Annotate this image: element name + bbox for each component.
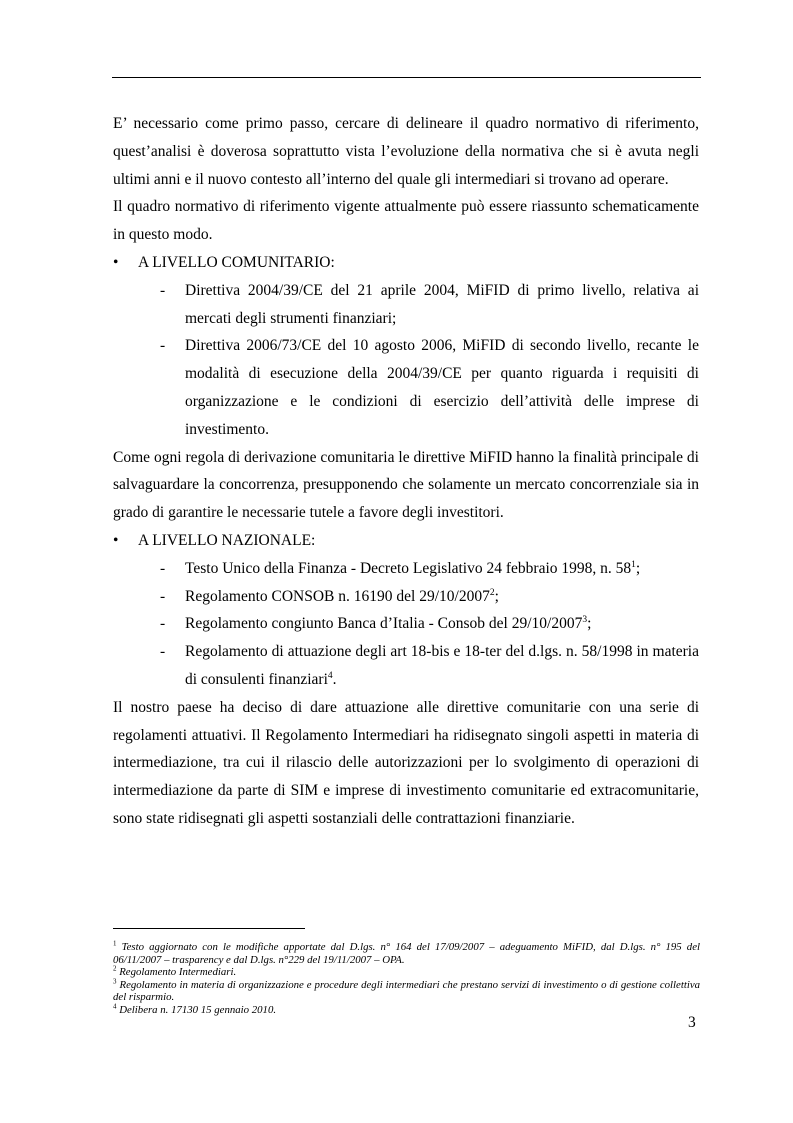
section-heading-comunitario <box>113 249 699 277</box>
dash-marker: - <box>160 559 166 577</box>
footnote-4 <box>113 1001 700 1017</box>
list-item-text <box>185 638 699 694</box>
dash-marker: - <box>160 337 166 355</box>
footnote-number: 1 <box>113 939 117 948</box>
footnote-text: Testo aggiornato con le modifiche apportate dal D.lgs. n° 164 del 17/09/2007 – adeguamento MiFID, dal D.lgs. n° 195 del 06/11/2007 – trasparency e dal D.lgs. n°229 del 19/11/2007 – OPA. <box>113 941 700 966</box>
list-item-nazionale-3 <box>113 610 699 638</box>
list-item-comunitario-1 <box>113 277 699 333</box>
footnote-number: 4 <box>113 1001 117 1010</box>
page-number: 3 <box>688 1014 696 1031</box>
dash-marker: - <box>160 281 166 299</box>
list-item-text <box>185 555 699 583</box>
list-item-text <box>185 583 699 611</box>
footnote-text: Regolamento Intermediari. <box>119 966 237 978</box>
footnote-text: Regolamento in materia di organizzazione e procedure degli intermediari che prestano servizi di investimento o di gestione collettiva del risparmio. <box>113 978 701 1003</box>
footnote-number: 2 <box>113 964 117 973</box>
item-text: Regolamento di attuazione degli art 18-bis e 18-ter del d.lgs. n. 58/1998 in materia di consulenti finanziari <box>185 643 699 688</box>
list-item-nazionale-2 <box>113 583 699 611</box>
paragraph-implementation: Il nostro paese ha deciso di dare attuazione alle direttive comunitarie con una serie di regolamenti attuativi. Il Regolamento Intermediari ha ridisegnato singoli aspetti in materia di intermediazione, tra cui il rilascio delle autorizzazioni per lo svolgimento di operazioni di intermediazione da parte di SIM e imprese di investimento comunitarie ed extracomunitarie, sono state ridisegnati gli aspetti sostanziali delle contrattazioni finanziarie. <box>113 698 699 827</box>
paragraph-mifid-purpose: Come ogni regola di derivazione comunitaria le direttive MiFID hanno la finalità principale di salvaguardare la concorrenza, presupponendo che solamente un mercato concorrenziale sia in grado di garantire le necessarie tutele a favore degli investitori. <box>113 448 699 522</box>
footnote-ref[interactable]: 3 <box>582 615 588 626</box>
footnote-2 <box>113 966 700 979</box>
document-body <box>113 110 699 833</box>
footnote-ref[interactable]: 1 <box>631 559 636 570</box>
dash-marker: - <box>160 643 166 661</box>
paragraph-framework: Il quadro normativo di riferimento vigente attualmente può essere riassunto schematicamente in questo modo. <box>113 198 699 244</box>
item-punct: ; <box>587 615 592 633</box>
footnote-3 <box>113 976 701 1004</box>
footnote-rule <box>113 928 305 929</box>
section-heading-text: A LIVELLO NAZIONALE: <box>138 531 316 549</box>
paragraph-intro: E’ necessario come primo passo, cercare di delineare il quadro normativo di riferimento, quest’analisi è doverosa soprattutto vista l’evoluzione della normativa che si è avuta negli ultimi anni e il nuovo contesto all’interno del quale gli intermediari si trovano ad operare. <box>113 115 699 188</box>
section-heading-text: A LIVELLO COMUNITARIO: <box>138 253 335 271</box>
list-item-nazionale-1 <box>113 555 699 583</box>
item-text: Testo Unico della Finanza - Decreto Legislativo 24 febbraio 1998, n. 58 <box>185 559 632 577</box>
bullet-icon: • <box>113 253 119 271</box>
list-item-text <box>185 610 699 638</box>
item-punct: ; <box>494 587 499 605</box>
section-heading-nazionale <box>113 527 699 555</box>
list-item-text: Direttiva 2004/39/CE del 21 aprile 2004, MiFID di primo livello, relativa ai mercati degli strumenti finanziari; <box>185 281 699 327</box>
footnote-number: 3 <box>113 976 117 985</box>
footnote-ref[interactable]: 4 <box>327 670 333 681</box>
footnote-text: Delibera n. 17130 15 gennaio 2010. <box>119 1003 277 1016</box>
footnote-1 <box>113 941 700 966</box>
item-punct: . <box>332 670 337 688</box>
item-text: Regolamento CONSOB n. 16190 del 29/10/2007 <box>185 587 490 605</box>
header-rule <box>112 77 701 78</box>
footnote-ref[interactable]: 2 <box>489 587 495 598</box>
dash-marker: - <box>160 615 166 633</box>
bullet-icon: • <box>113 531 119 549</box>
item-punct: ; <box>635 559 641 577</box>
footnotes <box>113 941 700 1016</box>
dash-marker: - <box>160 587 166 605</box>
item-text: Regolamento congiunto Banca d’Italia - Consob del 29/10/2007 <box>185 615 583 633</box>
list-item-text: Direttiva 2006/73/CE del 10 agosto 2006, MiFID di secondo livello, recante le modalità di esecuzione della 2004/39/CE per quanto riguarda i requisiti di organizzazione e le condizioni di esercizio dell’attività delle imprese di investimento. <box>185 337 699 438</box>
list-item-nazionale-4 <box>113 638 699 694</box>
list-item-comunitario-2 <box>113 332 699 443</box>
